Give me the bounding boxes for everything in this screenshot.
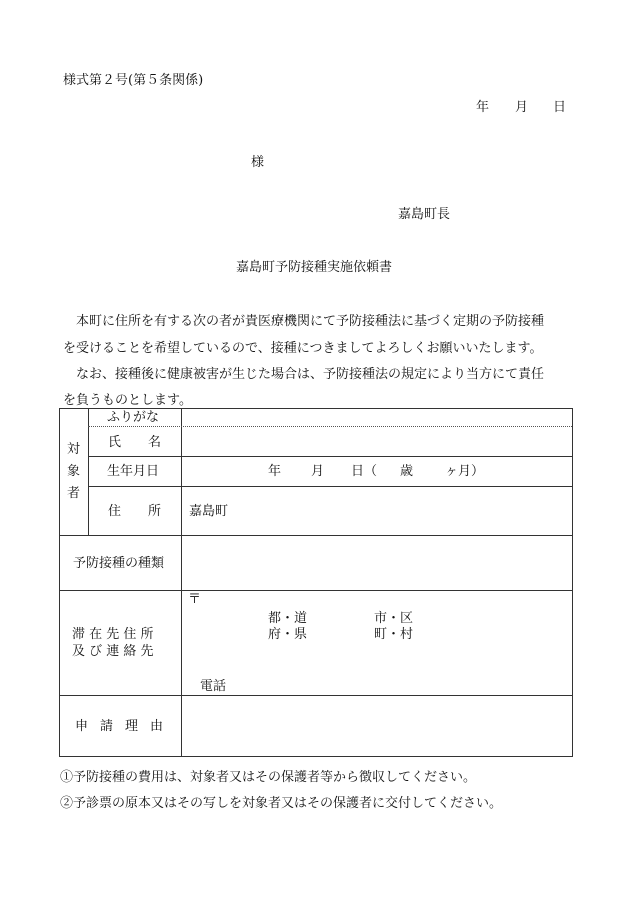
body-line-3: なお、接種後に健康被害が生じた場合は、予防接種法の規定により当方にて責任 [76, 367, 545, 382]
furigana-label: ふりがな [107, 410, 160, 425]
vaccine-type-field[interactable] [184, 538, 570, 588]
furigana-field[interactable] [184, 410, 570, 424]
body-line-2: を受けることを希望しているので、接種につきましてよろしくお願いいたします。 [63, 341, 543, 356]
birthdate-months: ヶ月） [445, 464, 485, 479]
birthdate-year: 年 [268, 464, 282, 479]
stay-label-line-1: 滞 在 先 住 所 [72, 627, 154, 642]
subject-group-char-3: 者 [67, 486, 81, 501]
reason-label-char-3: 理 [125, 719, 139, 734]
prefecture-option-1: 都・道 [268, 611, 308, 626]
address-label-char-1: 住 [108, 504, 122, 519]
body-line-1: 本町に住所を有する次の者が貴医療機関にて予防接種法に基づく定期の予防接種 [76, 314, 545, 329]
form-number: 様式第２号(第５条関係) [63, 73, 204, 88]
subject-group-char-2: 象 [67, 464, 81, 479]
body-line-4: を負うものとします。 [63, 393, 192, 408]
subject-group-char-1: 対 [67, 442, 81, 457]
page-title: 嘉島町予防接種実施依頼書 [236, 260, 393, 275]
birthdate-day: 日（ [351, 464, 378, 479]
addressee-suffix: 様 [251, 155, 265, 170]
city-option-1: 市・区 [374, 611, 414, 626]
name-label-char-2: 名 [148, 435, 162, 450]
note-2: ②予診票の原本又はその写しを対象者又はその保護者に交付してください。 [60, 796, 503, 811]
postal-mark-icon: 〒 [188, 592, 202, 607]
address-label-char-2: 所 [148, 504, 162, 519]
phone-label: 電話 [200, 679, 227, 694]
birthdate-month: 月 [311, 464, 325, 479]
date-day-label: 日 [553, 100, 567, 115]
name-field[interactable] [184, 429, 570, 454]
birthdate-age: 歳 [400, 464, 414, 479]
prefecture-option-2: 府・県 [268, 627, 308, 642]
issuer: 嘉島町長 [398, 207, 451, 222]
city-option-2: 町・村 [374, 627, 414, 642]
reason-label-char-4: 由 [150, 719, 164, 734]
reason-label-char-2: 請 [100, 719, 114, 734]
date-month-label: 月 [515, 100, 529, 115]
birthdate-label: 生年月日 [107, 464, 160, 479]
date-year-label: 年 [476, 100, 490, 115]
vaccine-type-label: 予防接種の種類 [73, 556, 165, 571]
note-1: ①予防接種の費用は、対象者又はその保護者等から徴収してください。 [60, 770, 477, 785]
name-label-char-1: 氏 [108, 435, 122, 450]
reason-field[interactable] [184, 698, 570, 754]
reason-label-char-1: 申 [75, 719, 89, 734]
stay-label-line-2: 及 び 連 絡 先 [72, 644, 154, 659]
address-value: 嘉島町 [189, 504, 229, 519]
